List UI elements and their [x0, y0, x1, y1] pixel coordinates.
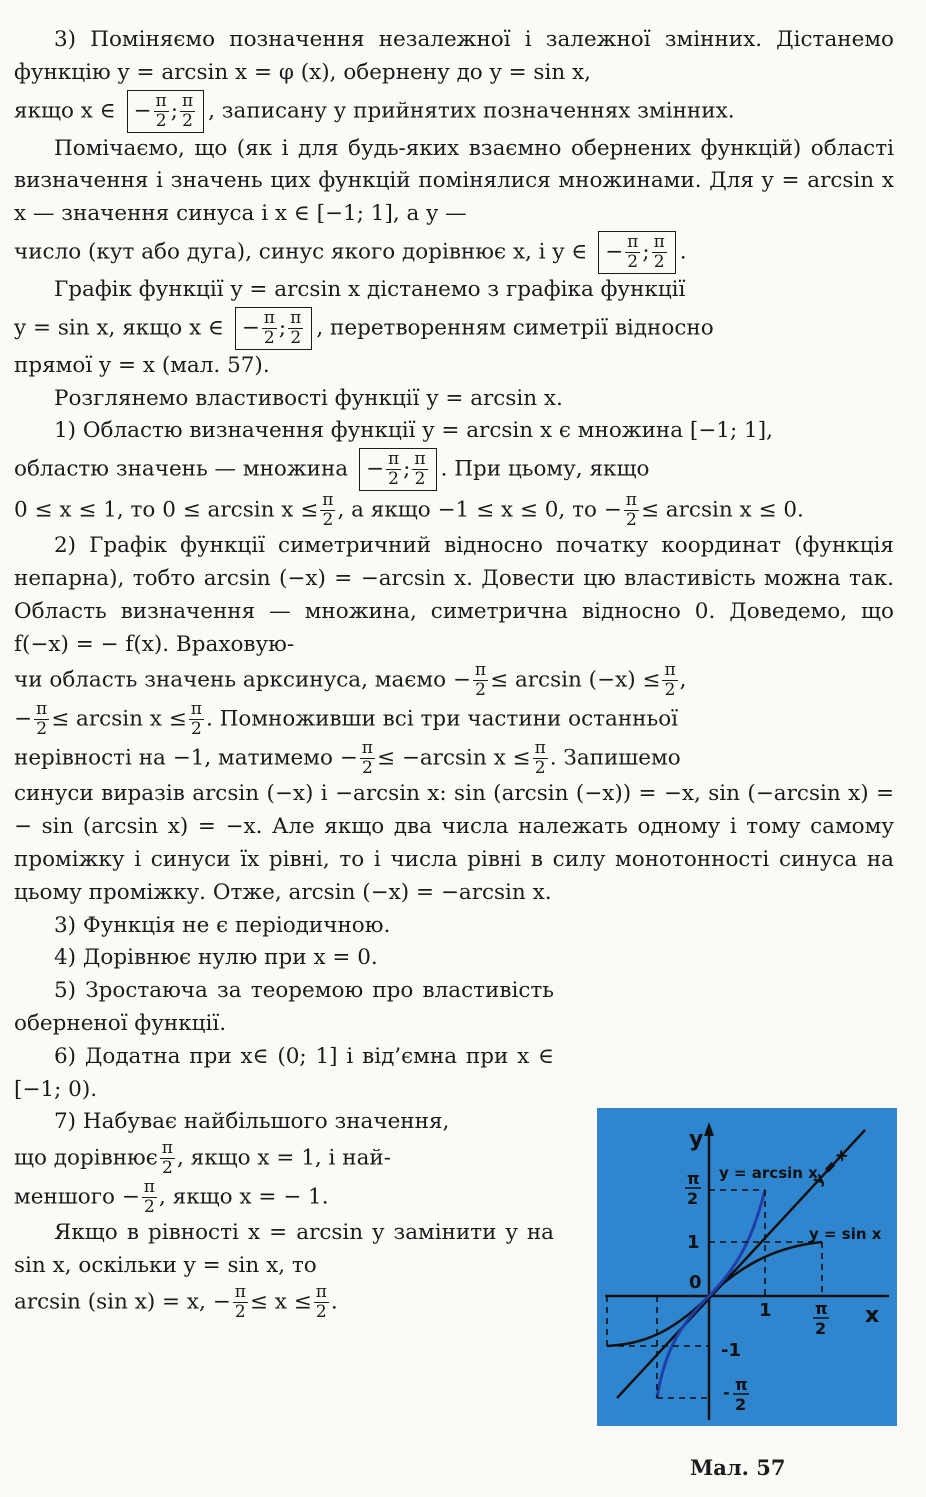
numerator: π — [181, 90, 194, 111]
fraction — [625, 233, 640, 272]
fraction — [320, 491, 335, 530]
figure-caption: Мал. 57 — [690, 1455, 786, 1480]
text-line: ≤ −arcsin x ≤ — [376, 745, 531, 771]
property-2-line-c — [14, 700, 894, 739]
text-line: Помічаємо, що (як і для будь-яких взаємно обернених функцій) області визначення і значень цих функцій помінялися множинами. Для y = arcsin x x — значення синуса і x ∈ [−1; 1], а y — — [14, 135, 894, 227]
property-3 — [14, 910, 894, 943]
text-line: ≤ x ≤ — [249, 1289, 312, 1315]
text-line: , — [679, 667, 687, 693]
fraction — [160, 1139, 175, 1178]
axis-y-label: y — [689, 1127, 704, 1152]
text-line: , а якщо −1 ≤ x ≤ 0, то − — [337, 497, 622, 523]
numerator: π — [322, 490, 334, 511]
text-line: , якщо x = 1, і най- — [176, 1145, 392, 1171]
numerator: π — [474, 660, 487, 681]
text-line: що дорівнює — [14, 1145, 158, 1171]
fraction — [624, 491, 639, 530]
tick-y-minus-two: 2 — [735, 1395, 747, 1414]
text-line: чи область значень арксинуса, маємо − — [14, 667, 471, 693]
property-4 — [14, 942, 894, 975]
property-2-line-e — [14, 778, 894, 909]
tick-x-pi: π — [815, 1299, 828, 1318]
paragraph-rename-variables-cont — [14, 90, 894, 133]
fraction — [533, 739, 548, 778]
property-1-cont — [14, 448, 894, 491]
minus-sign: − — [133, 98, 152, 124]
fraction — [262, 309, 277, 348]
fraction — [233, 1283, 248, 1322]
graph-svg — [597, 1108, 897, 1426]
text-line: прямої y = x (мал. 57). — [14, 352, 270, 378]
text-line: Розглянемо властивості функції y = arcsin x. — [54, 385, 563, 411]
tick-y-minus-one: -1 — [721, 1340, 741, 1361]
axis-x-label: x — [865, 1303, 880, 1328]
property-7-line-b — [14, 1139, 554, 1178]
text-line: 2) Графік функції симетричний відносно початку координат (функція непарна), тобто arcsin (−x) = −arcsin x. Довести цю властивість можна так. Область визначення — множина, симетрична відносно 0. Доведемо, що f(−x) = − f(x). Враховую- — [14, 533, 894, 657]
y-axis-arrow — [704, 1122, 714, 1136]
fraction — [189, 700, 204, 739]
minus-sign: − — [365, 456, 384, 482]
numerator: π — [155, 90, 167, 111]
denominator: 2 — [388, 469, 399, 490]
denominator: 2 — [143, 1197, 155, 1218]
text-line: . Запишемо — [549, 745, 681, 771]
interval-bracket — [235, 307, 313, 350]
tick-y-minus-pi: π — [735, 1375, 748, 1394]
fraction — [154, 92, 169, 131]
text-line: ≤ arcsin x ≤ 0. — [640, 497, 804, 523]
label-sin: y = sin x — [809, 1225, 882, 1243]
numerator: π — [36, 699, 48, 720]
denominator: 2 — [263, 327, 275, 348]
numerator: π — [234, 1281, 246, 1302]
fraction — [314, 1283, 329, 1322]
denominator: 2 — [361, 758, 373, 779]
property-2-line-b — [14, 661, 894, 700]
label-arcsin: y = arcsin x — [719, 1164, 818, 1182]
denominator: 2 — [534, 758, 546, 779]
minus-sign: − — [605, 239, 624, 265]
text-line: . При цьому, якщо — [440, 456, 650, 482]
figure-arcsin-graph — [597, 1108, 897, 1426]
text-line: меншого − — [14, 1184, 140, 1210]
property-7-line-c — [14, 1178, 554, 1217]
denominator: 2 — [625, 510, 637, 531]
tick-x-one: 1 — [759, 1300, 772, 1321]
text-line: якщо x ∈ — [14, 98, 116, 124]
denominator: 2 — [234, 1301, 246, 1322]
property-2-line-d — [14, 739, 894, 778]
text-line: областю значень — множина — [14, 456, 349, 482]
paragraph-graph-cont — [14, 307, 894, 350]
text-line: 3) Поміняємо позначення незалежної і залежної змінних. Дістанемо функцію y = arcsin x = φ (x), обернену до y = sin x, — [14, 27, 894, 85]
text-line: 0 ≤ x ≤ 1, то 0 ≤ arcsin x ≤ — [14, 497, 319, 523]
numerator: π — [263, 307, 275, 328]
denominator: 2 — [653, 251, 665, 272]
text-line: − — [14, 706, 33, 732]
paragraph-rename-variables — [14, 24, 894, 90]
denominator: 2 — [182, 110, 193, 131]
tick-y-two: 2 — [687, 1189, 699, 1208]
paragraph-domains-swap — [14, 133, 894, 231]
text-line: ≤ arcsin (−x) ≤ — [490, 667, 661, 693]
separator: ; — [278, 315, 287, 341]
text-line: 1) Областю визначення функції y = arcsin x є множина [−1; 1], — [54, 418, 773, 444]
separator: ; — [642, 239, 650, 265]
paragraph-graph — [14, 274, 894, 307]
fraction — [34, 700, 49, 739]
text-line: Якщо в рівності x = arcsin y замінити y на sin x, оскільки y = sin x, то — [14, 1220, 554, 1278]
denominator: 2 — [414, 469, 426, 490]
separator: ; — [403, 456, 411, 482]
text-line: arcsin (sin x) = x, − — [14, 1289, 231, 1315]
fraction — [360, 739, 375, 778]
text-line: синуси виразів arcsin (−x) і −arcsin x: sin (arcsin (−x)) = −x, sin (−arcsin x) = − sin (arcsin x) = −x. Але якщо два числа належать одному і тому самому проміжку і синуси їх рівні, то і числа рівні в силу монотонності синуса на цьому проміжку. Отже, arcsin (−x) = −arcsin x. — [14, 781, 894, 905]
minus-sign: − — [241, 315, 260, 341]
numerator: π — [290, 307, 302, 328]
text-line: нерівності на −1, матимемо − — [14, 745, 358, 771]
numerator: π — [361, 738, 373, 759]
numerator: π — [143, 1177, 155, 1198]
numerator: π — [315, 1281, 327, 1302]
denominator: 2 — [664, 680, 676, 701]
curve-arcsin — [657, 1190, 765, 1398]
property-5 — [14, 975, 554, 1041]
numerator: π — [625, 490, 637, 511]
denominator: 2 — [627, 251, 639, 272]
tick-y-pi: π — [687, 1169, 700, 1188]
denominator: 2 — [161, 1158, 173, 1179]
denominator: 2 — [315, 1301, 327, 1322]
fraction — [142, 1178, 157, 1217]
property-1 — [14, 415, 894, 448]
origin-label: 0 — [689, 1272, 702, 1293]
numerator: π — [534, 738, 546, 759]
denominator: 2 — [190, 719, 202, 740]
text-line: Графік функції y = arcsin x дістанемо з графіка функції — [54, 276, 686, 302]
fraction — [288, 309, 303, 348]
numerator: π — [653, 231, 665, 252]
fraction — [652, 233, 667, 272]
text-line: 5) Зростаюча за теоремою про властивість оберненої функції. — [14, 978, 554, 1036]
text-line: . — [679, 239, 687, 265]
text-line: число (кут або дуга), синус якого дорівнює x, і y ∈ — [14, 239, 588, 265]
numerator: π — [161, 1138, 173, 1159]
text-line: , записану у прийнятих позначеннях змінних. — [208, 98, 735, 124]
fraction — [473, 661, 488, 700]
denominator: 2 — [290, 327, 302, 348]
numerator: π — [627, 231, 639, 252]
text-line: , перетворенням симетрії відносно — [316, 315, 714, 341]
fraction — [386, 450, 401, 489]
tick-y-minus-sign: - — [723, 1383, 730, 1402]
fraction — [662, 661, 677, 700]
paragraph-graph-end — [14, 350, 894, 383]
numerator: π — [414, 449, 426, 470]
numerator: π — [190, 699, 202, 720]
fraction — [412, 450, 427, 489]
tick-y-one: 1 — [687, 1232, 700, 1253]
denominator: 2 — [322, 510, 334, 531]
interval-bracket — [359, 448, 437, 491]
numerator: π — [664, 660, 676, 681]
property-1-inequalities — [14, 491, 894, 530]
fraction — [180, 92, 195, 131]
denominator: 2 — [155, 110, 167, 131]
paragraph-properties-heading — [14, 383, 894, 416]
tick-x-two: 2 — [815, 1319, 827, 1338]
paragraph-substitution — [14, 1217, 554, 1283]
text-line: , якщо x = − 1. — [158, 1184, 329, 1210]
text-line: 4) Дорівнює нулю при x = 0. — [54, 945, 378, 971]
paragraph-substitution-end — [14, 1283, 554, 1322]
interval-bracket — [127, 90, 205, 133]
text-line: . Помноживши всі три частини останньої — [205, 706, 679, 732]
text-line: ≤ arcsin x ≤ — [51, 706, 187, 732]
interval-bracket — [598, 231, 676, 274]
property-2 — [14, 530, 894, 661]
property-7 — [14, 1106, 554, 1139]
separator: ; — [170, 98, 178, 124]
text-line: 3) Функція не є періодичною. — [54, 912, 391, 938]
text-line: 6) Додатна при x∈ (0; 1] і від’ємна при x ∈ [−1; 0). — [14, 1043, 554, 1102]
label-y-equals-x: y = x — [808, 1145, 851, 1189]
numerator: π — [387, 449, 400, 470]
paragraph-domains-swap-cont — [14, 231, 894, 274]
denominator: 2 — [36, 719, 48, 740]
text-line: 7) Набуває найбільшого значення, — [54, 1109, 450, 1135]
denominator: 2 — [475, 680, 486, 701]
property-6 — [14, 1041, 554, 1107]
text-line: . — [330, 1289, 338, 1315]
text-line: y = sin x, якщо x ∈ — [14, 315, 224, 341]
